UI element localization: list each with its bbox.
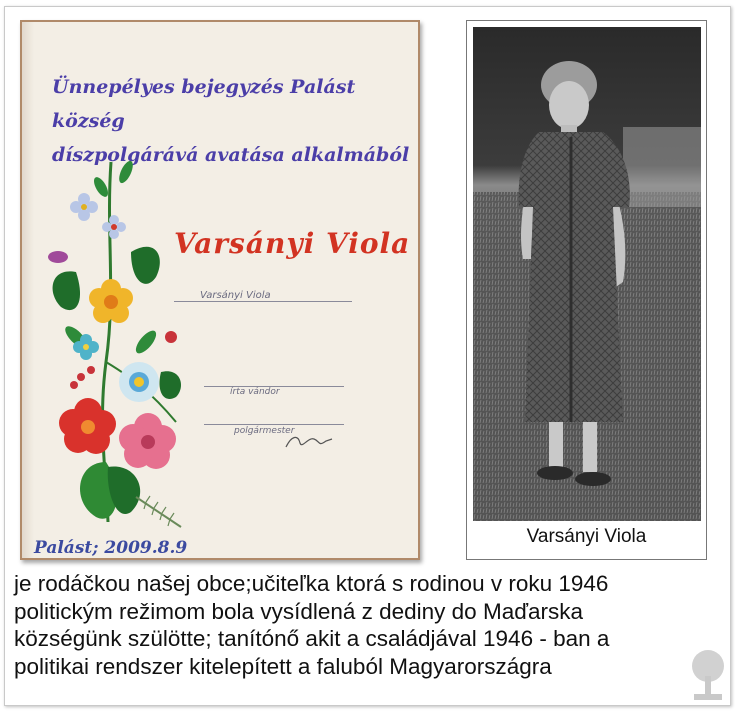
caption-line-1: je rodáčkou našej obce;učiteľka ktorá s rodinou v roku 1946	[14, 571, 609, 596]
caption-line-3: községünk szülötte; tanítónő akit a családjával 1946 - ban a	[14, 626, 610, 651]
signature-line-2	[204, 424, 344, 425]
caption-line-2: politickým režimom bola vysídlená z dediny do Maďarska	[14, 598, 584, 624]
signature-scribble	[284, 431, 334, 453]
certificate-honoree-name: Varsányi Viola	[174, 227, 411, 260]
portrait-illustration	[473, 27, 701, 521]
signature-label-2: polgármester	[234, 426, 295, 436]
caption-line-4: politikai rendszer kitelepített a faluból Magyarországra	[14, 653, 552, 679]
handwritten-name: Varsányi Viola	[200, 290, 271, 301]
certificate-place-date: Palást; 2009.8.9	[34, 538, 188, 558]
portrait-photo-frame	[466, 20, 707, 560]
certificate-heading-line-1: Ünnepélyes bejegyzés Palást község	[52, 76, 356, 132]
bilingual-caption	[14, 570, 726, 680]
signature-label-1: írta vándor	[230, 387, 280, 397]
certificate-document	[20, 20, 420, 560]
certificate-heading-line-2: díszpolgárává avatása alkalmából	[52, 144, 410, 166]
photo-caption: Varsányi Viola	[526, 526, 647, 547]
name-line	[174, 301, 352, 302]
tree-logo-watermark	[688, 648, 728, 704]
portrait-photo	[473, 27, 701, 521]
floral-ornament	[36, 142, 186, 532]
